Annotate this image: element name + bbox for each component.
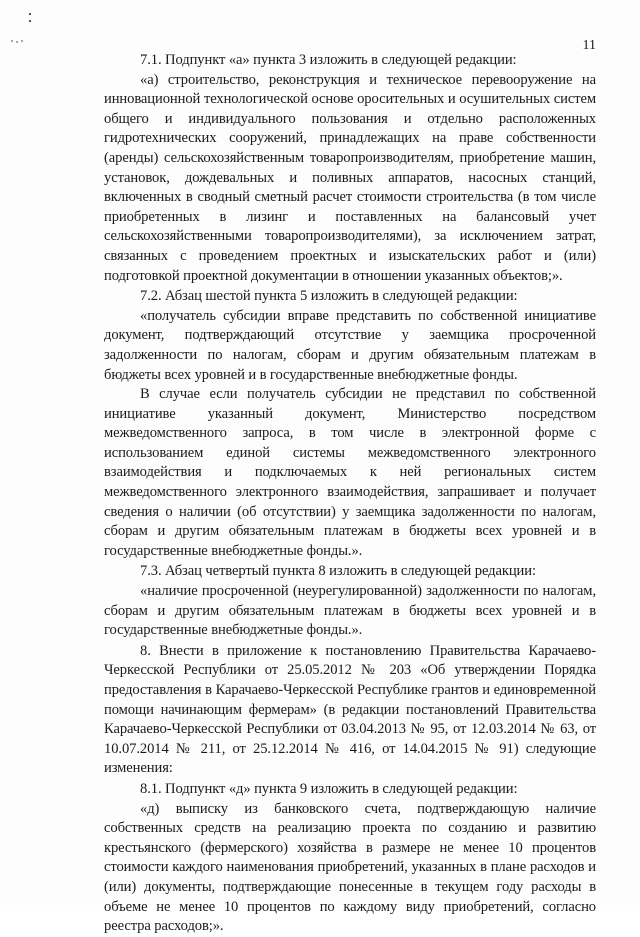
paragraph-7-2: 7.2. Абзац шестой пункта 5 изложить в следующей редакции: (140, 288, 518, 305)
paragraph-8-1: 8.1. Подпункт «д» пункта 9 изложить в следующей редакции: (140, 780, 518, 797)
paragraph-7-2-text-2: В случае если получатель субсидии не представил по собственной инициативе указанный документ, Министерство посредством межведомственного запроса, в том числе в электронной форме с использованием единой системы межведомственного электронного взаимодействия и подключаемых к ней региональных систем межведомственного электронного взаимодействия, запрашивает и получает сведения о наличии (об отсутствии) у заемщика задолженности по налогам, сборам и другим обязательным платежам в бюджеты всех уровней и в государственные внебюджетные фонды.». (104, 386, 596, 559)
paragraph-8: 8. Внести в приложение к постановлению Правительства Карачаево-Черкесской Республики от 25.05.2012 № 203 «Об утверждении Порядка предоставления в Карачаево-Черкесской Республике грантов и единовременной помощи начинающим фермерам» (в редакции постановлений Правительства Карачаево-Черкесской Республики от 03.04.2013 № 95, от 12.03.2014 № 63, от 10.07.2014 № 211, от 25.12.2014 № 416, от 14.04.2015 № 91) следующие изменения: (104, 642, 596, 777)
page-number: 11 (582, 38, 596, 53)
paragraph-7-1: 7.1. Подпункт «а» пункта 3 изложить в следующей редакции: (140, 52, 517, 68)
scan-artifact-marks (8, 8, 38, 48)
paragraph-7-2-text-1: «получатель субсидии вправе представить по собственной инициативе документ, подтверждающий отсутствие у заемщика просроченной задолженности по налогам, сборам и другим обязательным платежам в бюджеты всех уровней и в государственные внебюджетные фонды. (104, 307, 596, 383)
paragraph-8-1-text: «д) выписку из банковского счета, подтверждающую наличие собственных средств на реализацию проекта по созданию и развитию крестьянского (фермерского) хозяйства в размере не менее 10 процентов стоимости каждого наименования приобретений, указанных в плане расходов и (или) документы, подтверждающие понесенные в текущем году расходы в объеме не менее 10 процентов по каждому виду приобретений, согласно реестра расходов;». (104, 800, 596, 935)
paragraph-7-3: 7.3. Абзац четвертый пункта 8 изложить в следующей редакции: (140, 563, 536, 580)
document-body (104, 50, 596, 937)
paragraph-7-1-text: «а) строительство, реконструкция и техническое перевооружение на инновационной технологической основе оросительных и осушительных систем общего и индивидуального пользования и отдельно расположенных гидротехнических сооружений, принадлежащих на праве собственности (аренды) сельскохозяйственным товаропроизводителям, приобретение машин, установок, дождевальных и поливных аппаратов, насосных станций, включенных в сводный сметный расчет стоимости строительства (в том числе приобретенных в лизинг и поставленных на балансовый учет сельскохозяйственными товаропроизводителями), за исключением затрат, связанных с проведением проектных и изыскательских работ и (или) подготовкой проектной документации в отношении указанных объектов;». (104, 71, 596, 284)
paragraph-7-3-text: «наличие просроченной (неурегулированной) задолженности по налогам, сборам и другим обязательным платежам в бюджеты всех уровней и в государственные внебюджетные фонды.». (104, 583, 596, 639)
